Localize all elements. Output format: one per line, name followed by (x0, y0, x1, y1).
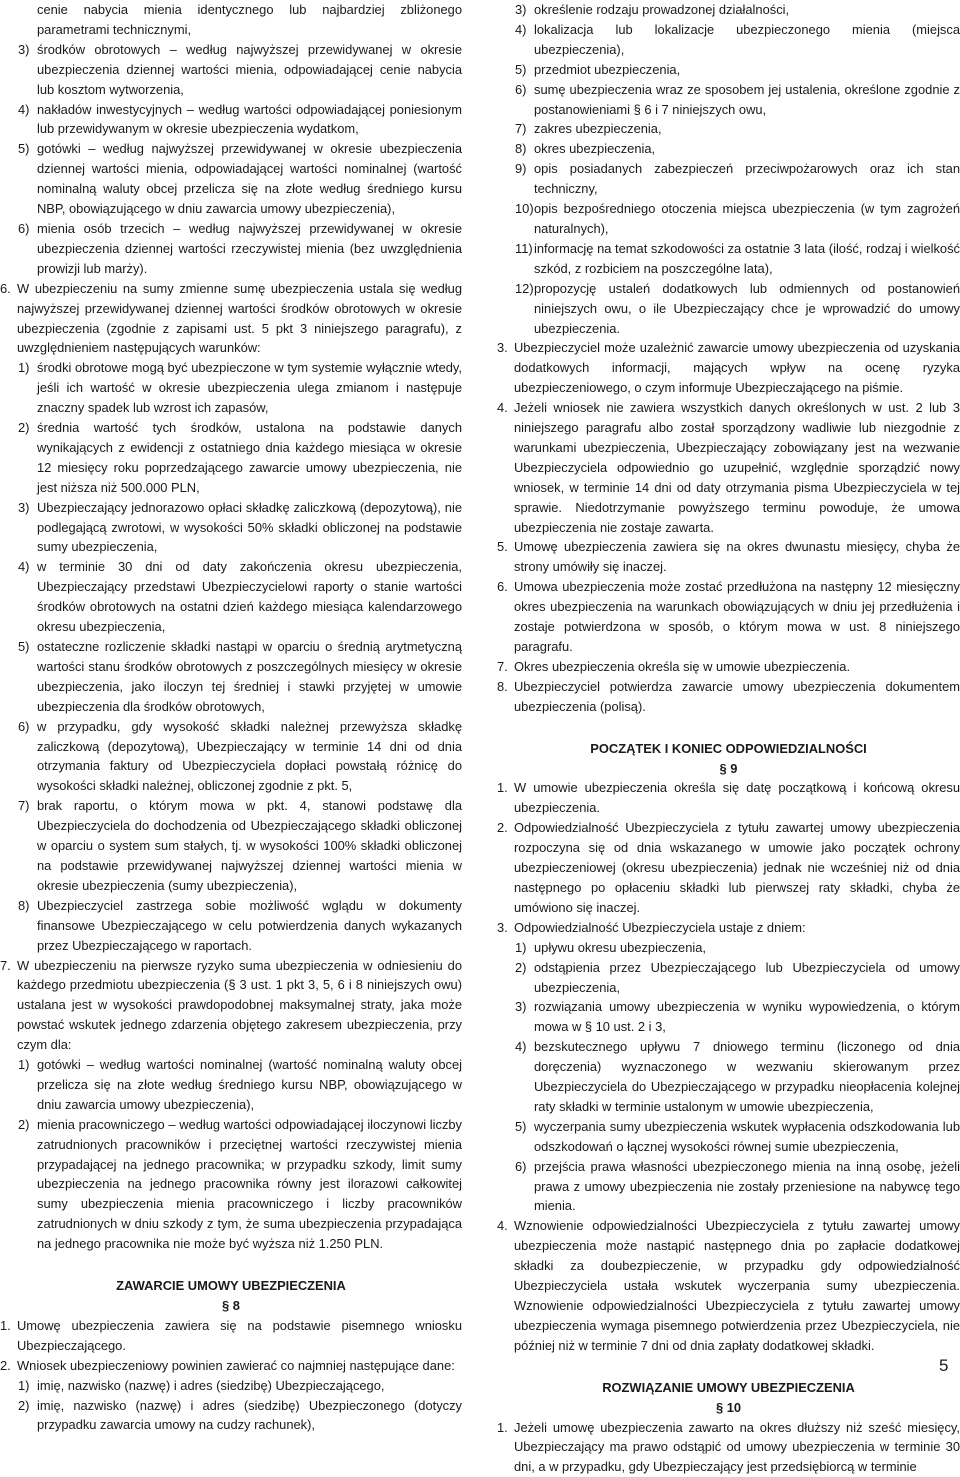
item-marker: 2. (497, 820, 508, 836)
item-text: gotówki – według najwyższej przewidywanej w okresie ubezpieczenia dziennej wartości mienia, odpowiadającej wartości nominalnej (wartość nominalną waluty obcej przelicza się na złote według średniego kursu NBP, obowiązującego w dniu zawarcia umowy ubezpieczenia), (37, 141, 462, 217)
item-marker: 8) (18, 897, 30, 913)
list-item (0, 637, 462, 717)
list-item (0, 139, 462, 219)
item-text: sumę ubezpieczenia wraz ze sposobem jej ustalenia, określone zgodnie z postanowieniami § 6 i 7 niniejszych owu, (534, 81, 960, 117)
item-text: bezskutecznego upływu 7 dniowego terminu (liczonego od dnia doręczenia) wyznaczonego w wezwaniu skierowanym przez Ubezpieczyciela do Ubezpieczającego w przypadku nieopłacenia kolejnej raty składki w terminie ustalonym w umowie ubezpieczenia, (534, 1039, 960, 1114)
item-marker: 4) (18, 101, 30, 117)
numbered-paragraph (497, 338, 960, 398)
section-heading: § 10 (715, 1399, 742, 1415)
item-marker: 7. (0, 957, 11, 973)
item-marker: 3. (497, 919, 508, 935)
section-gap (497, 717, 960, 739)
item-marker: 3) (515, 2, 527, 17)
item-text: gotówki – według wartości nominalnej (wartość nominalną waluty obcej przelicza się na złote według średniego kursu NBP, obowiązującego w dniu zawarcia umowy ubezpieczenia), (37, 1057, 462, 1112)
list-item (0, 418, 462, 498)
item-text: Okres ubezpieczenia określa się w umowie ubezpieczenia. (514, 658, 851, 674)
item-marker: 10) (515, 201, 534, 217)
item-text: Ubezpieczający jednorazowo opłaci składkę zaliczkową (depozytową), nie podlegającą zwrotowi, w wysokości 50% składki obliczonej na podstawie sumy ubezpieczenia, (37, 499, 462, 555)
item-marker: 6) (515, 1158, 527, 1174)
item-marker: 3) (18, 499, 30, 515)
item-marker: 3. (497, 340, 508, 356)
numbered-paragraph (0, 279, 462, 359)
item-marker: 6) (18, 718, 30, 734)
item-text: w terminie 30 dni od daty zakończenia okresu ubezpieczenia, Ubezpieczający przedstawi Ubezpieczycielowi raporty o stanie wartości środków obrotowych na ostatni dzień każdego miesiąca kalendarzowego okresu ubezpieczenia, (37, 559, 462, 635)
item-text: środki obrotowe mogą być ubezpieczone w tym systemie wyłącznie wtedy, jeśli ich wartość w okresie ubezpieczenia ulega zmianom i następuje znaczny spadek lub wzrost ich zapasów, (37, 360, 462, 416)
list-item (497, 0, 960, 20)
item-text: Jeżeli wniosek nie zawiera wszystkich danych określonych w ust. 2 lub 3 niniejszego paragrafu albo został sporządzony wadliwie lub niezgodnie z warunkami ubezpieczenia, Ubezpieczający zobowiązany jest na wezwanie Ubezpieczyciela odpowiednio go uzupełnić, względnie sporządzić nowy wniosek, w terminie 14 dni od daty otrzymania pisma Ubezpieczyciela w tej sprawie. Niedotrzymanie powyższego terminu powoduje, że umowa ubezpieczenia nie zostaje zawarta. (514, 400, 960, 535)
section-gap (497, 1356, 960, 1378)
item-marker: 7) (515, 121, 527, 137)
item-text: w przypadku, gdy wysokość składki należnej przewyższa składkę zaliczkową (depozytową), Ubezpieczający w terminie 14 dni od dnia otrzymania faktury od Ubezpieczyciela dopłaci powstałą różnicę do wysokości składki należnej, obliczonej zgodnie z pkt. 5, (37, 718, 462, 794)
item-text: Ubezpieczyciel może uzależnić zawarcie umowy ubezpieczenia od uzyskania dodatkowych informacji, mających wpływ na ocenę ryzyka ubezpieczeniowego, o czym informuje Ubezpieczającego na piśmie. (514, 340, 960, 396)
item-marker: 7) (18, 798, 30, 814)
list-item (497, 1157, 960, 1217)
item-text: przejścia prawa własności ubezpieczonego mienia na inną osobę, jeżeli prawa z umowy ubezpieczenia nie zostały przeniesione na nabywcę tego mienia. (534, 1158, 960, 1214)
numbered-paragraph (497, 657, 960, 677)
item-text: upływu okresu ubezpieczenia, (534, 939, 706, 955)
list-item (0, 40, 462, 100)
numbered-paragraph (497, 918, 960, 938)
paragraph-continuation: cenie nabycia mienia identycznego lub najbardziej zbliżonego parametrami technicznymi, (37, 2, 462, 37)
list-item (497, 958, 960, 998)
item-text: średnia wartość tych środków, ustalona na podstawie danych wynikających z ewidencji z ostatniego dnia każdego miesiąca w okresie 12 miesięcy roku poprzedzającego zawarcie umowy ubezpieczenia, nie jest niższa niż 500.000 PLN, (37, 420, 462, 495)
numbered-paragraph (497, 677, 960, 717)
section-heading: POCZĄTEK I KONIEC ODPOWIEDZIALNOŚCI (590, 740, 867, 756)
list-item (497, 997, 960, 1037)
list-item (497, 938, 960, 958)
section-heading: § 8 (222, 1298, 240, 1313)
list-item (497, 20, 960, 60)
item-text: wyczerpania sumy ubezpieczenia wskutek wypłacenia odszkodowania lub odszkodowań o łącznej wysokości równej sumie ubezpieczenia, (534, 1118, 960, 1154)
list-item (497, 1037, 960, 1117)
item-text: Ubezpieczyciel zastrzega sobie możliwość wglądu w dokumenty finansowe Ubezpieczającego w celu potwierdzenia danych wykazanych przez Ubezpieczającego w raportach. (37, 897, 462, 953)
item-marker: 1) (18, 1377, 30, 1393)
item-text: Wznowienie odpowiedzialności Ubezpieczyciela z tytułu zawartej umowy ubezpieczenia może nastąpić następnego dnia po zapłacie dodatkowej składki za doubezpieczenie, w przypadku gdy odpowiedzialność Ubezpieczyciela ustała wskutek wyczerpania sumy ubezpieczenia. Wznowienie odpowiedzialności Ubezpieczyciela z tytułu zawartej umowy ubezpieczenia wymaga pisemnego potwierdzenia przez Ubezpieczyciela, nie później niż w terminie 7 dni od dnia zapłaty dodatkowej składki. (514, 1218, 960, 1353)
item-text: W ubezpieczeniu na sumy zmienne sumę ubezpieczenia ustala się według najwyższej przewidywanej dziennej wartości środków obrotowych w okresie ubezpieczenia (zgodnie z zapisami ust. 5 pkt 3 niniejszego paragrafu), z uwzględnieniem następujących warunków: (17, 280, 462, 356)
item-marker: 5) (18, 639, 30, 654)
item-marker: 2. (0, 1357, 11, 1373)
item-text: mienia pracowniczego – według wartości odpowiadającej iloczynowi liczby zatrudnionych pracowników i przeciętnej wartości rzeczywistej mienia przypadającej na jednego pracownika; w przypadku szkody, limit sumy ubezpieczenia na jednego pracownika równy jest ilorazowi całkowitej sumy ubezpieczenia mienia pracowniczego i liczby pracowników zatrudnionych w dniu szkody z tym, że suma ubezpieczenia przypadająca na jednego pracownika nie może być wyższa niż 1.250 PLN. (37, 1116, 462, 1252)
numbered-paragraph (497, 398, 960, 537)
item-marker: 5) (18, 141, 30, 157)
item-text: Ubezpieczyciel potwierdza zawarcie umowy ubezpieczenia dokumentem ubezpieczenia (polisą). (514, 678, 960, 714)
item-marker: 4. (497, 400, 508, 416)
left-column (0, 0, 462, 1435)
item-text: opis posiadanych zabezpieczeń przeciwpożarowych oraz ich stan techniczny, (534, 161, 960, 197)
list-item (497, 159, 960, 199)
numbered-paragraph (497, 778, 960, 818)
item-text: ostateczne rozliczenie składki nastąpi w oparciu o średnią arytmetyczną wartości stanu środków obrotowych z poszczególnych miesięcy w okresie ubezpieczenia, jako iloczyn tej średniej i stawki przyjętej w umowie ubezpieczenia dla środków obrotowych, (37, 639, 462, 714)
item-marker: 2) (515, 959, 527, 975)
item-marker: 5. (497, 539, 508, 555)
item-marker: 6) (515, 81, 527, 97)
item-marker: 2) (18, 420, 30, 436)
item-marker: 6. (497, 579, 508, 595)
section-heading: ROZWIĄZANIE UMOWY UBEZPIECZENIA (602, 1379, 855, 1395)
item-text: informację na temat szkodowości za ostatnie 3 lata (ilość, rodzaj i wielkość szkód, z rozbiciem na poszczególne lata), (534, 240, 960, 276)
list-item (0, 219, 462, 279)
item-marker: 12) (515, 280, 534, 296)
list-item (0, 1115, 462, 1254)
item-text: nakładów inwestycyjnych – według wartości odpowiadającej poniesionym lub przewidywanym w okresie ubezpieczenia wydatkom, (37, 101, 462, 137)
item-marker: 1. (497, 780, 508, 796)
item-marker: 3) (18, 41, 30, 57)
list-item (0, 717, 462, 797)
item-marker: 6) (18, 220, 30, 236)
item-text: mienia osób trzecich – według najwyższej przewidywanej w okresie ubezpieczenia dziennej wartości rzeczywistej mienia (bez uwzględnienia prowizji lub marży). (37, 220, 462, 276)
item-marker: 5) (515, 1118, 527, 1134)
item-marker: 1) (18, 360, 30, 376)
item-marker: 7. (497, 658, 508, 674)
item-text: odstąpienia przez Ubezpieczającego lub Ubezpieczyciela od umowy ubezpieczenia, (534, 959, 960, 995)
item-marker: 9) (515, 161, 527, 177)
item-text: zakres ubezpieczenia, (534, 121, 662, 137)
item-text: lokalizacja lub lokalizacje ubezpieczonego mienia (miejsca ubezpieczenia), (534, 21, 960, 57)
list-item (0, 358, 462, 418)
item-text: imię, nazwisko (nazwę) i adres (siedzibę) Ubezpieczonego (dotyczy przypadku zawarcia umowy na cudzy rachunek), (37, 1397, 462, 1433)
numbered-paragraph (497, 577, 960, 657)
list-item (497, 80, 960, 120)
list-item (497, 119, 960, 139)
list-item (0, 1376, 462, 1396)
item-marker: 1. (497, 1419, 508, 1435)
numbered-paragraph (497, 537, 960, 577)
item-text: rozwiązania umowy ubezpieczenia w wyniku wypowiedzenia, o którym mowa w § 10 ust. 2 i 3, (534, 999, 960, 1035)
section-gap (0, 1254, 462, 1276)
section-heading: ZAWARCIE UMOWY UBEZPIECZENIA (116, 1278, 346, 1294)
item-marker: 2) (18, 1116, 30, 1132)
item-text: W ubezpieczeniu na pierwsze ryzyko suma ubezpieczenia w odniesieniu do każdego przedmiotu ubezpieczenia (§ 3 ust. 1 pkt 3, 5, 6 i 8 niniejszych owu) ustalana jest w wysokości prawdopodobnej maksymalnej straty, jaka może powstać wskutek jednego zdarzenia objętego zakresem ubezpieczenia, przy czym dla: (17, 957, 462, 1053)
item-text: środków obrotowych – według najwyższej przewidywanej w okresie ubezpieczenia dziennej wartości mienia, odpowiadającej cenie nabycia lub kosztom wytworzenia, (37, 41, 462, 97)
list-item (497, 60, 960, 80)
item-marker: 6. (0, 280, 11, 296)
item-text: W umowie ubezpieczenia określa się datę początkową i końcową okresu ubezpieczenia. (514, 780, 960, 816)
item-text: brak raportu, o którym mowa w pkt. 4, stanowi podstawę dla Ubezpieczyciela do dochodzenia od Ubezpieczającego składki obliczonej w oparciu o system sum stałych, tj. w wysokości 100% składki obliczonej na podstawie przewidywanej najwyższej dziennej wartości mienia w okresie ubezpieczenia (sumy ubezpieczenia), (37, 798, 462, 893)
list-item (0, 796, 462, 896)
item-marker: 2) (18, 1397, 30, 1413)
numbered-paragraph (0, 1356, 462, 1376)
item-text: Umowę ubezpieczenia zawiera się na podstawie pisemnego wniosku Ubezpieczającego. (17, 1317, 462, 1353)
list-item (497, 1117, 960, 1157)
item-marker: 1. (0, 1317, 11, 1333)
item-text: Umowa ubezpieczenia może zostać przedłużona na następny 12 miesięczny okres ubezpieczenia na warunkach obowiązujących w dniu jej przedłużenia i zostaje potwierdzona w sposób, o którym mowa w ust. 8 niniejszego paragrafu. (514, 579, 960, 654)
item-marker: 5) (515, 61, 527, 77)
item-marker: 4. (497, 1218, 508, 1234)
item-marker: 3) (515, 999, 527, 1015)
numbered-paragraph (497, 818, 960, 918)
item-marker: 11) (515, 240, 533, 256)
list-item (497, 199, 960, 239)
list-item (0, 1396, 462, 1436)
list-item (0, 1055, 462, 1115)
item-text: przedmiot ubezpieczenia, (534, 61, 681, 77)
item-text: Umowę ubezpieczenia zawiera się na okres dwunastu miesięcy, chyba że strony umówiły się inaczej. (514, 539, 960, 575)
list-item (0, 896, 462, 956)
numbered-paragraph (0, 1316, 462, 1356)
item-marker: 1) (515, 939, 527, 955)
page-number: 5 (939, 1356, 949, 1375)
item-marker: 4) (18, 559, 30, 575)
item-text: Odpowiedzialność Ubezpieczyciela ustaje z dniem: (514, 919, 806, 935)
item-text: Wniosek ubezpieczeniowy powinien zawierać co najmniej następujące dane: (17, 1357, 455, 1373)
list-item (497, 239, 960, 279)
list-item (0, 557, 462, 637)
item-text: imię, nazwisko (nazwę) i adres (siedzibę) Ubezpieczającego, (37, 1377, 385, 1393)
right-column (497, 0, 960, 1477)
numbered-paragraph (497, 1216, 960, 1355)
item-text: opis bezpośredniego otoczenia miejsca ubezpieczenia (w tym zagrożeń naturalnych), (534, 201, 960, 236)
item-text: okres ubezpieczenia, (534, 141, 656, 157)
item-marker: 8) (515, 141, 527, 157)
list-item (497, 279, 960, 339)
item-text: Odpowiedzialność Ubezpieczyciela z tytułu zawartej umowy ubezpieczenia rozpoczyna się od dnia wskazanego w umowie jako początek ochrony ubezpieczeniowej (okresu ubezpieczenia) jednak nie wcześniej niż od dnia następnego po opłaceniu składki lub pierwszej raty składki, chyba że umówiono się inaczej. (514, 820, 960, 915)
item-text: określenie rodzaju prowadzonej działalności, (534, 2, 790, 17)
list-item (0, 100, 462, 140)
item-marker: 8. (497, 678, 508, 694)
list-item (497, 139, 960, 159)
item-marker: 4) (515, 21, 527, 37)
section-heading: § 9 (719, 760, 738, 776)
list-item (0, 498, 462, 558)
numbered-paragraph (0, 956, 462, 1056)
item-marker: 4) (515, 1039, 527, 1055)
numbered-paragraph (497, 1418, 960, 1477)
item-marker: 1) (18, 1057, 30, 1073)
item-text: Jeżeli umowę ubezpieczenia zawarto na okres dłuższy niż sześć miesięcy, Ubezpieczający ma prawo odstąpić od umowy ubezpieczenia w terminie 30 dni, a w przypadku, gdy Ubezpieczający jest przedsiębiorcą w terminie (514, 1419, 960, 1475)
item-text: propozycję ustaleń dodatkowych lub odmiennych od postanowień niniejszych owu, o ile Ubezpieczający chce je wprowadzić do umowy ubezpieczenia. (534, 280, 960, 336)
